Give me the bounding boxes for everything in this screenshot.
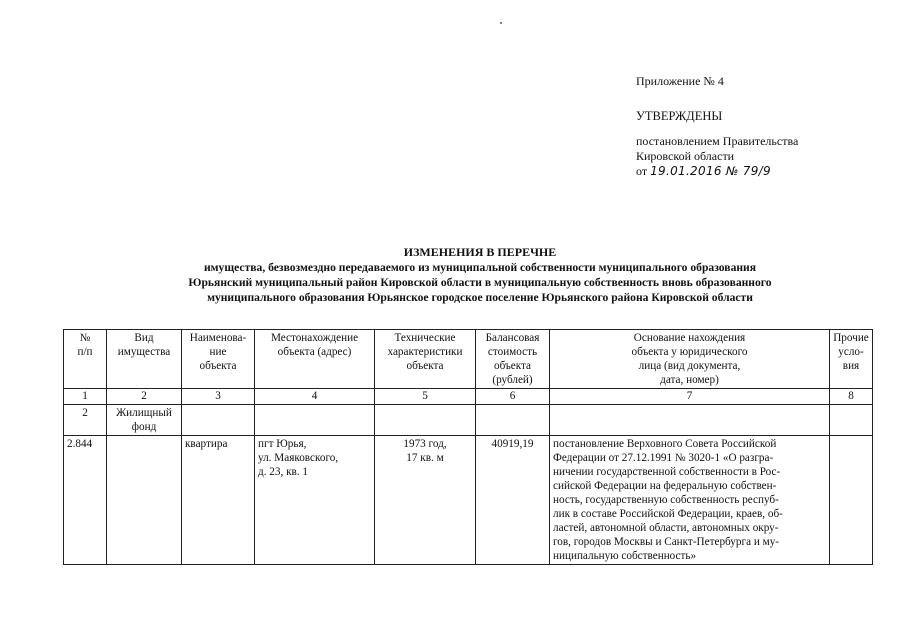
object-name: квартира — [182, 436, 255, 565]
header-line: Вид — [134, 332, 154, 344]
row-number: 2.844 — [64, 436, 107, 565]
property-table — [63, 329, 873, 565]
other-conditions — [830, 436, 873, 565]
section-type-line-2: фонд — [131, 421, 157, 433]
header-line: стоимость — [487, 346, 538, 358]
header-line: № — [79, 332, 91, 344]
column-number: 2 — [107, 389, 182, 405]
section-type-line-1: Жилищный — [116, 407, 172, 419]
header-line: объекта — [199, 360, 237, 372]
empty-cell — [375, 405, 476, 436]
scan-speck — [500, 22, 502, 24]
cell-line: ность, государственную собственность респуб- — [553, 494, 779, 506]
cell-line: д. 23, кв. 1 — [258, 466, 308, 478]
appendix-label: Приложение № 4 — [636, 74, 724, 88]
header-line: объекта у юридического — [631, 346, 748, 358]
empty-cell — [830, 405, 873, 436]
decree-date-number: 19.01.2016 № 79/9 — [650, 164, 771, 178]
approved-label: УТВЕРЖДЕНЫ — [636, 109, 723, 123]
cell-line: сийской Федерации на федеральную собствен- — [553, 480, 777, 492]
title-line-4: муниципального образования Юрьянское городское поселение Юрьянского района Кировской области — [207, 291, 753, 304]
header-line: объекта (адрес) — [277, 346, 352, 358]
title-line-1: ИЗМЕНЕНИЯ В ПЕРЕЧНЕ — [403, 245, 557, 259]
title-line-3: Юрьянский муниципальный район Кировской области в муниципальную собственность вновь образованного — [188, 276, 772, 289]
column-number: 8 — [830, 389, 873, 405]
header-line: вия — [842, 360, 860, 372]
header-cell — [255, 330, 375, 389]
header-cell — [830, 330, 873, 389]
header-line: имущества — [117, 346, 171, 358]
empty-cell — [476, 405, 550, 436]
header-line: Балансовая — [485, 332, 540, 344]
empty-cell — [182, 405, 255, 436]
header-line: характеристики — [387, 346, 463, 358]
cell-line: гов, городов Москвы и Санкт-Петербурга и му- — [553, 536, 780, 548]
balance-value: 40919,19 — [476, 436, 550, 565]
header-cell — [550, 330, 830, 389]
header-line: дата, номер) — [660, 374, 719, 386]
empty-cell — [550, 405, 830, 436]
header-cell — [64, 330, 107, 389]
cell-line: Федерации от 27.12.1991 № 3020-1 «О разгра- — [553, 452, 774, 464]
header-row — [64, 330, 873, 389]
header-line: Местонахождение — [270, 332, 359, 344]
title-line-2: имущества, безвозмездно передаваемого из муниципальной собственности муниципального образования — [203, 261, 757, 274]
header-cell — [476, 330, 550, 389]
section-number: 2 — [64, 405, 107, 436]
decree-prefix: от — [636, 164, 648, 178]
cell-line: 1973 год, — [403, 438, 447, 450]
ownership-basis — [550, 436, 830, 565]
cell-line: пгт Юрья, — [258, 438, 307, 450]
header-line: Наименова- — [189, 332, 247, 344]
header-line: Основание нахождения — [633, 332, 746, 344]
cell-line: постановление Верховного Совета Российской — [553, 438, 777, 450]
header-line: Прочие — [833, 332, 869, 344]
approval-block — [636, 74, 896, 179]
header-line: объекта — [406, 360, 444, 372]
cell-line: ниципальную собственность» — [553, 550, 697, 562]
column-number: 7 — [550, 389, 830, 405]
header-line: лица (вид документа, — [638, 360, 741, 372]
document-title — [140, 245, 820, 305]
section-row — [64, 405, 873, 436]
decree-date-line — [636, 164, 896, 179]
cell-line: лик в составе Российской Федерации, краев, об- — [553, 508, 783, 520]
table-row — [64, 436, 873, 565]
decree-line-2: Кировской области — [636, 149, 735, 163]
cell-line: ул. Маяковского, — [258, 452, 339, 464]
column-number: 6 — [476, 389, 550, 405]
column-number: 4 — [255, 389, 375, 405]
header-cell — [182, 330, 255, 389]
column-number-row — [64, 389, 873, 405]
empty-cell — [255, 405, 375, 436]
column-number: 1 — [64, 389, 107, 405]
column-number: 3 — [182, 389, 255, 405]
decree-line-1: постановлением Правительства — [636, 134, 799, 148]
header-line: усло- — [838, 346, 864, 358]
header-line: ние — [209, 346, 227, 358]
cell-line: ничении государственной собственности в Рос- — [553, 466, 781, 478]
header-cell — [375, 330, 476, 389]
column-number: 5 — [375, 389, 476, 405]
header-line: (рублей) — [492, 374, 533, 386]
header-line: объекта — [493, 360, 532, 372]
section-type — [107, 405, 182, 436]
cell-line: ластей, автономной области, автономных окру- — [553, 522, 779, 534]
cell-line: 17 кв. м — [406, 452, 444, 464]
header-line: п/п — [77, 346, 93, 358]
object-tech — [375, 436, 476, 565]
header-line: Технические — [394, 332, 456, 344]
header-cell — [107, 330, 182, 389]
property-type — [107, 436, 182, 565]
object-address — [255, 436, 375, 565]
